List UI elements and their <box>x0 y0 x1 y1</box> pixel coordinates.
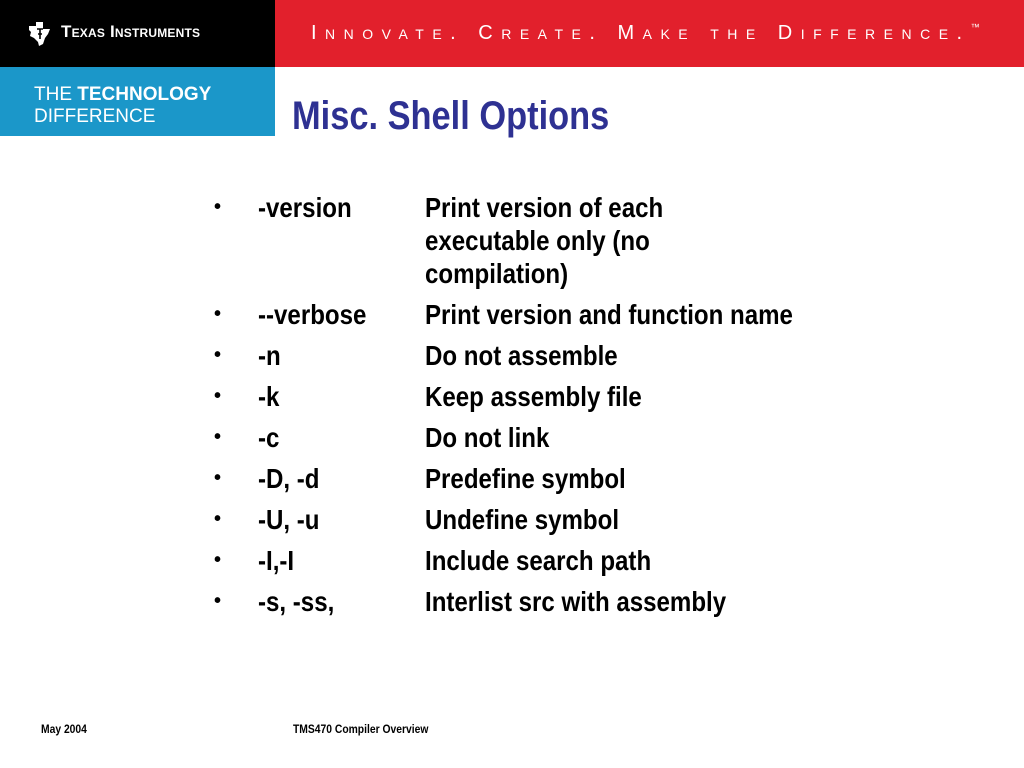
bullet-item <box>212 585 992 618</box>
bullet-item <box>212 503 992 536</box>
tech-line-1 <box>34 84 211 106</box>
tech-line-1-light: THE <box>34 84 72 105</box>
slide-title: Misc. Shell Options <box>292 94 610 138</box>
option-flag: -version <box>258 192 352 223</box>
tagline <box>311 22 980 45</box>
bullet-item <box>212 339 992 372</box>
option-flag: -k <box>258 381 280 412</box>
tech-line-2: DIFFERENCE <box>34 106 156 127</box>
bullet-item <box>212 380 992 413</box>
option-description <box>425 421 992 454</box>
footer-date: May 2004 <box>41 722 87 736</box>
description-line: compilation) <box>425 258 569 289</box>
option-description <box>425 462 992 495</box>
bullet-icon: • <box>214 344 222 366</box>
description-line: Do not link <box>425 422 550 453</box>
ti-logo-box <box>0 0 275 67</box>
bullet-icon: • <box>214 549 222 571</box>
option-description <box>425 585 992 618</box>
option-flag: -D, -d <box>258 463 320 494</box>
option-description <box>425 503 992 536</box>
option-flag: -s, -ss, <box>258 586 335 617</box>
description-line: Include search path <box>425 545 652 576</box>
bullet-list <box>212 191 992 626</box>
bullet-item <box>212 298 992 331</box>
bullet-item <box>212 544 992 577</box>
description-line: Do not assemble <box>425 340 618 371</box>
texas-state-logo-icon <box>26 20 54 48</box>
option-flag: -I,-I <box>258 545 295 576</box>
option-flag: --verbose <box>258 299 367 330</box>
option-description <box>425 298 992 331</box>
bullet-icon: • <box>214 385 222 407</box>
bullet-icon: • <box>214 508 222 530</box>
option-description <box>425 380 992 413</box>
technology-difference-box <box>0 67 275 136</box>
description-line: Interlist src with assembly <box>425 586 727 617</box>
bullet-icon: • <box>214 590 222 612</box>
bullet-icon: • <box>214 196 222 218</box>
description-line: Print version of each <box>425 192 664 223</box>
description-line: Predefine symbol <box>425 463 626 494</box>
option-description <box>425 544 992 577</box>
option-flag: -n <box>258 340 281 371</box>
bullet-item <box>212 462 992 495</box>
description-line: Print version and function name <box>425 299 793 330</box>
footer-title: TMS470 Compiler Overview <box>293 722 429 736</box>
tagline-text: Innovate. Create. Make the Difference. <box>311 22 971 44</box>
tech-line-1-bold: TECHNOLOGY <box>77 84 212 105</box>
description-line: Keep assembly file <box>425 381 642 412</box>
option-description <box>425 191 992 290</box>
bullet-item <box>212 421 992 454</box>
description-line: executable only (no <box>425 225 650 256</box>
description-line: Undefine symbol <box>425 504 620 535</box>
bullet-icon: • <box>214 467 222 489</box>
bullet-icon: • <box>214 426 222 448</box>
bullet-icon: • <box>214 303 222 325</box>
option-flag: -c <box>258 422 280 453</box>
tagline-bar <box>275 0 1024 67</box>
option-flag: -U, -u <box>258 504 320 535</box>
option-description <box>425 339 992 372</box>
bullet-item <box>212 191 992 290</box>
trademark-mark: ™ <box>970 22 980 32</box>
ti-logo-text: Texas Instruments <box>61 22 201 41</box>
